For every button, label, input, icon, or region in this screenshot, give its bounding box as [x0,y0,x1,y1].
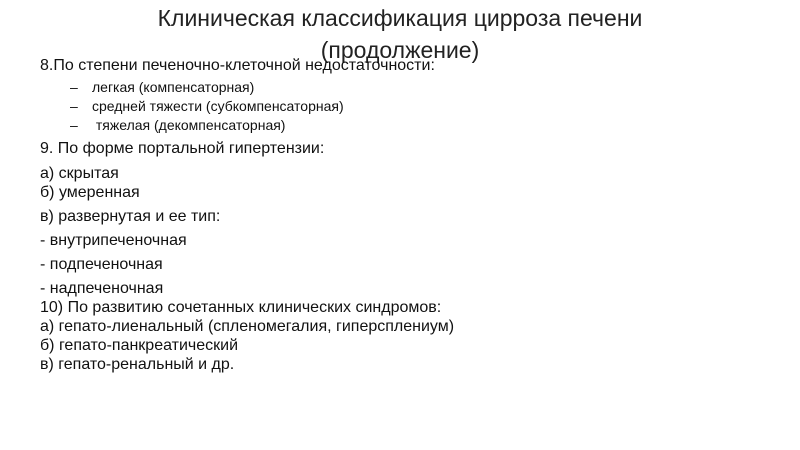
list-item: – тяжелая (декомпенсаторная) [70,117,286,133]
section-9-type-posthepatic: - надпеченочная [40,280,164,297]
section-8-heading: 8.По степени печеночно-клеточной недостаточности: [40,57,435,74]
section-9-item-b: б) умеренная [40,184,140,201]
dash-bullet: – [70,79,78,95]
dash-bullet: – [70,117,78,133]
section-9-type-intrahepatic: - внутрипеченочная [40,232,187,249]
title-line-1: Клиническая классификация цирроза печени [157,5,643,31]
slide-body [40,56,780,374]
section-8-list [40,78,780,135]
section-9-item-c: в) развернутая и ее тип: [40,208,221,225]
section-9-heading: 9. По форме портальной гипертензии: [40,140,325,157]
section-10-item-a: а) гепато-лиенальный (спленомегалия, гиперсплениум) [40,318,455,335]
title-line-2: (продолжение) [320,37,480,63]
section-10-item-c: в) гепато-ренальный и др. [40,356,235,373]
dash-bullet: – [70,98,78,114]
section-10-heading: 10) По развитию сочетанных клинических синдромов: [40,299,442,316]
section-10-item-b: б) гепато-панкреатический [40,337,239,354]
section-9-item-a: а) скрытая [40,165,119,182]
list-item: – легкая (компенсаторная) [70,79,255,95]
list-item: – средней тяжести (субкомпенсаторная) [70,98,344,114]
section-9-type-prehepatic: - подпеченочная [40,256,163,273]
